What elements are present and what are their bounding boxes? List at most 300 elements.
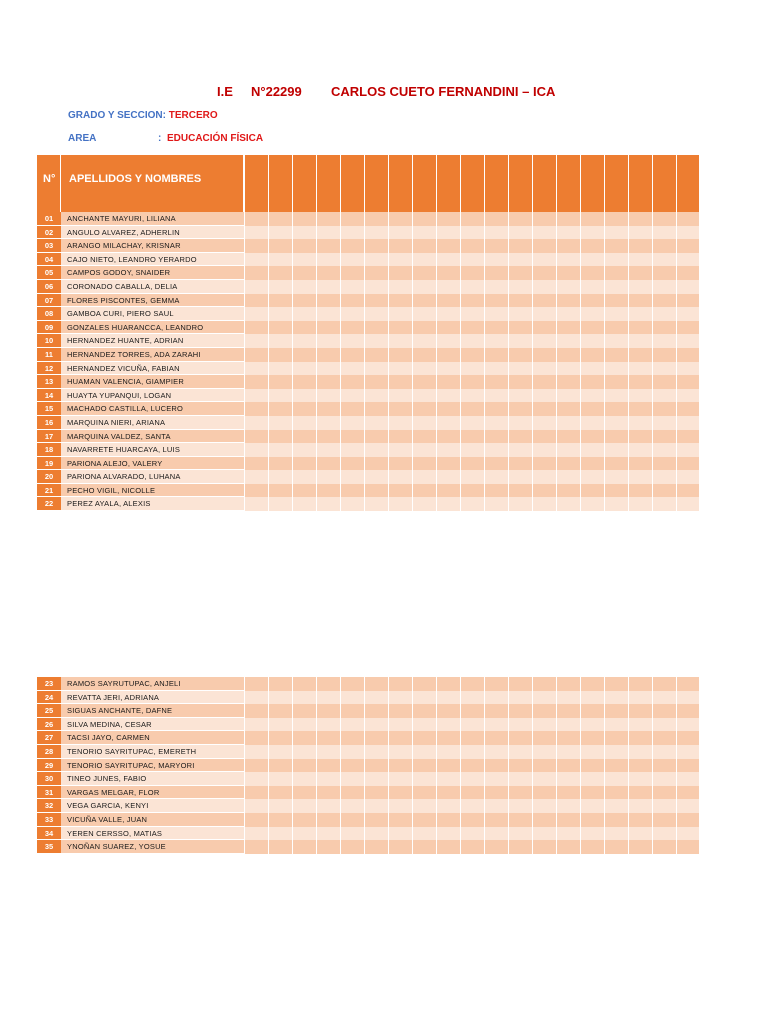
grade-cell[interactable] xyxy=(652,362,676,376)
grade-cell[interactable] xyxy=(268,813,292,827)
grade-cell[interactable] xyxy=(628,212,652,226)
grade-cell[interactable] xyxy=(652,212,676,226)
grade-cell[interactable] xyxy=(364,416,388,430)
grade-cell[interactable] xyxy=(388,402,412,416)
grade-cell[interactable] xyxy=(460,470,484,484)
grade-cell[interactable] xyxy=(364,704,388,718)
grade-cell[interactable] xyxy=(316,416,340,430)
grade-cell[interactable] xyxy=(556,348,580,362)
grade-cell[interactable] xyxy=(412,253,436,267)
grade-cell[interactable] xyxy=(508,226,532,240)
grade-cell[interactable] xyxy=(460,294,484,308)
grade-cell[interactable] xyxy=(508,212,532,226)
grade-cell[interactable] xyxy=(676,389,699,403)
grade-cell[interactable] xyxy=(388,731,412,745)
grade-cell[interactable] xyxy=(556,430,580,444)
grade-cell[interactable] xyxy=(292,334,316,348)
grade-cell[interactable] xyxy=(628,745,652,759)
grade-cell[interactable] xyxy=(316,362,340,376)
grade-cell[interactable] xyxy=(556,239,580,253)
grade-cell[interactable] xyxy=(652,484,676,498)
grade-cell[interactable] xyxy=(628,416,652,430)
grade-cell[interactable] xyxy=(412,691,436,705)
grade-cell[interactable] xyxy=(340,677,364,691)
grade-cell[interactable] xyxy=(268,226,292,240)
grade-cell[interactable] xyxy=(340,280,364,294)
grade-cell[interactable] xyxy=(676,266,699,280)
grade-cell[interactable] xyxy=(628,321,652,335)
grade-cell[interactable] xyxy=(628,226,652,240)
grade-cell[interactable] xyxy=(556,470,580,484)
grade-cell[interactable] xyxy=(292,840,316,854)
grade-cell[interactable] xyxy=(580,484,604,498)
grade-cell[interactable] xyxy=(292,239,316,253)
grade-cell[interactable] xyxy=(652,759,676,773)
grade-cell[interactable] xyxy=(556,731,580,745)
grade-cell[interactable] xyxy=(532,239,556,253)
grade-cell[interactable] xyxy=(436,786,460,800)
grade-cell[interactable] xyxy=(532,443,556,457)
grade-cell[interactable] xyxy=(580,321,604,335)
grade-cell[interactable] xyxy=(340,745,364,759)
grade-cell[interactable] xyxy=(412,226,436,240)
grade-cell[interactable] xyxy=(628,389,652,403)
grade-cell[interactable] xyxy=(292,294,316,308)
grade-cell[interactable] xyxy=(292,416,316,430)
grade-cell[interactable] xyxy=(532,307,556,321)
grade-cell[interactable] xyxy=(676,253,699,267)
grade-cell[interactable] xyxy=(292,212,316,226)
grade-cell[interactable] xyxy=(340,457,364,471)
grade-cell[interactable] xyxy=(628,239,652,253)
grade-cell[interactable] xyxy=(676,813,699,827)
grade-cell[interactable] xyxy=(412,266,436,280)
grade-cell[interactable] xyxy=(628,348,652,362)
grade-cell[interactable] xyxy=(460,827,484,841)
grade-cell[interactable] xyxy=(532,827,556,841)
grade-cell[interactable] xyxy=(388,266,412,280)
grade-cell[interactable] xyxy=(484,348,508,362)
grade-cell[interactable] xyxy=(556,786,580,800)
grade-cell[interactable] xyxy=(580,745,604,759)
grade-cell[interactable] xyxy=(532,348,556,362)
grade-cell[interactable] xyxy=(268,786,292,800)
grade-cell[interactable] xyxy=(652,457,676,471)
grade-cell[interactable] xyxy=(268,362,292,376)
grade-cell[interactable] xyxy=(436,212,460,226)
grade-cell[interactable] xyxy=(412,718,436,732)
grade-cell[interactable] xyxy=(340,484,364,498)
grade-cell[interactable] xyxy=(652,677,676,691)
grade-cell[interactable] xyxy=(388,457,412,471)
grade-cell[interactable] xyxy=(412,362,436,376)
grade-cell[interactable] xyxy=(436,704,460,718)
grade-cell[interactable] xyxy=(412,348,436,362)
grade-cell[interactable] xyxy=(364,786,388,800)
grade-cell[interactable] xyxy=(508,772,532,786)
grade-cell[interactable] xyxy=(628,718,652,732)
grade-cell[interactable] xyxy=(580,389,604,403)
grade-cell[interactable] xyxy=(652,402,676,416)
grade-cell[interactable] xyxy=(340,266,364,280)
grade-cell[interactable] xyxy=(340,212,364,226)
grade-cell[interactable] xyxy=(532,497,556,511)
grade-cell[interactable] xyxy=(628,827,652,841)
grade-cell[interactable] xyxy=(628,430,652,444)
grade-cell[interactable] xyxy=(604,389,628,403)
grade-cell[interactable] xyxy=(604,416,628,430)
grade-cell[interactable] xyxy=(556,484,580,498)
grade-cell[interactable] xyxy=(508,484,532,498)
grade-cell[interactable] xyxy=(532,212,556,226)
grade-cell[interactable] xyxy=(604,745,628,759)
grade-cell[interactable] xyxy=(340,772,364,786)
grade-cell[interactable] xyxy=(412,484,436,498)
grade-cell[interactable] xyxy=(268,759,292,773)
grade-cell[interactable] xyxy=(316,294,340,308)
grade-cell[interactable] xyxy=(604,772,628,786)
grade-cell[interactable] xyxy=(244,484,268,498)
grade-cell[interactable] xyxy=(268,389,292,403)
grade-cell[interactable] xyxy=(604,402,628,416)
grade-cell[interactable] xyxy=(292,772,316,786)
grade-cell[interactable] xyxy=(316,691,340,705)
grade-cell[interactable] xyxy=(628,772,652,786)
grade-cell[interactable] xyxy=(292,484,316,498)
grade-cell[interactable] xyxy=(364,307,388,321)
grade-cell[interactable] xyxy=(628,334,652,348)
grade-cell[interactable] xyxy=(652,827,676,841)
grade-cell[interactable] xyxy=(556,362,580,376)
grade-cell[interactable] xyxy=(580,280,604,294)
grade-cell[interactable] xyxy=(484,334,508,348)
grade-cell[interactable] xyxy=(532,294,556,308)
grade-cell[interactable] xyxy=(388,375,412,389)
grade-cell[interactable] xyxy=(676,443,699,457)
grade-cell[interactable] xyxy=(268,731,292,745)
grade-cell[interactable] xyxy=(652,799,676,813)
grade-cell[interactable] xyxy=(628,443,652,457)
grade-cell[interactable] xyxy=(604,731,628,745)
grade-cell[interactable] xyxy=(532,375,556,389)
grade-cell[interactable] xyxy=(340,497,364,511)
grade-cell[interactable] xyxy=(676,348,699,362)
grade-cell[interactable] xyxy=(268,691,292,705)
grade-cell[interactable] xyxy=(292,457,316,471)
grade-cell[interactable] xyxy=(484,321,508,335)
grade-cell[interactable] xyxy=(316,718,340,732)
grade-cell[interactable] xyxy=(436,389,460,403)
grade-cell[interactable] xyxy=(508,416,532,430)
grade-cell[interactable] xyxy=(532,280,556,294)
grade-cell[interactable] xyxy=(676,280,699,294)
grade-cell[interactable] xyxy=(364,348,388,362)
grade-cell[interactable] xyxy=(484,772,508,786)
grade-cell[interactable] xyxy=(532,334,556,348)
grade-cell[interactable] xyxy=(412,745,436,759)
grade-cell[interactable] xyxy=(436,718,460,732)
grade-cell[interactable] xyxy=(532,430,556,444)
grade-cell[interactable] xyxy=(364,813,388,827)
grade-cell[interactable] xyxy=(628,470,652,484)
grade-cell[interactable] xyxy=(244,470,268,484)
grade-cell[interactable] xyxy=(412,375,436,389)
grade-cell[interactable] xyxy=(316,813,340,827)
grade-cell[interactable] xyxy=(652,786,676,800)
grade-cell[interactable] xyxy=(676,321,699,335)
grade-cell[interactable] xyxy=(580,677,604,691)
grade-cell[interactable] xyxy=(244,691,268,705)
grade-cell[interactable] xyxy=(268,307,292,321)
grade-cell[interactable] xyxy=(484,294,508,308)
grade-cell[interactable] xyxy=(508,402,532,416)
grade-cell[interactable] xyxy=(244,443,268,457)
grade-cell[interactable] xyxy=(340,375,364,389)
grade-cell[interactable] xyxy=(388,362,412,376)
grade-cell[interactable] xyxy=(340,691,364,705)
grade-cell[interactable] xyxy=(460,691,484,705)
grade-cell[interactable] xyxy=(508,294,532,308)
grade-cell[interactable] xyxy=(676,772,699,786)
grade-cell[interactable] xyxy=(292,348,316,362)
grade-cell[interactable] xyxy=(364,389,388,403)
grade-cell[interactable] xyxy=(268,280,292,294)
grade-cell[interactable] xyxy=(628,691,652,705)
grade-cell[interactable] xyxy=(604,294,628,308)
grade-cell[interactable] xyxy=(676,334,699,348)
grade-cell[interactable] xyxy=(340,416,364,430)
grade-cell[interactable] xyxy=(388,840,412,854)
grade-cell[interactable] xyxy=(244,321,268,335)
grade-cell[interactable] xyxy=(412,799,436,813)
grade-cell[interactable] xyxy=(628,704,652,718)
grade-cell[interactable] xyxy=(436,280,460,294)
grade-cell[interactable] xyxy=(388,334,412,348)
grade-cell[interactable] xyxy=(388,745,412,759)
grade-cell[interactable] xyxy=(244,294,268,308)
grade-cell[interactable] xyxy=(412,677,436,691)
grade-cell[interactable] xyxy=(580,212,604,226)
grade-cell[interactable] xyxy=(676,497,699,511)
grade-cell[interactable] xyxy=(604,334,628,348)
grade-cell[interactable] xyxy=(436,307,460,321)
grade-cell[interactable] xyxy=(340,731,364,745)
grade-cell[interactable] xyxy=(652,334,676,348)
grade-cell[interactable] xyxy=(292,813,316,827)
grade-cell[interactable] xyxy=(316,430,340,444)
grade-cell[interactable] xyxy=(508,280,532,294)
grade-cell[interactable] xyxy=(412,827,436,841)
grade-cell[interactable] xyxy=(388,704,412,718)
grade-cell[interactable] xyxy=(460,416,484,430)
grade-cell[interactable] xyxy=(292,226,316,240)
grade-cell[interactable] xyxy=(412,321,436,335)
grade-cell[interactable] xyxy=(412,786,436,800)
grade-cell[interactable] xyxy=(676,402,699,416)
grade-cell[interactable] xyxy=(676,294,699,308)
grade-cell[interactable] xyxy=(484,691,508,705)
grade-cell[interactable] xyxy=(532,266,556,280)
grade-cell[interactable] xyxy=(292,786,316,800)
grade-cell[interactable] xyxy=(460,457,484,471)
grade-cell[interactable] xyxy=(604,484,628,498)
grade-cell[interactable] xyxy=(604,799,628,813)
grade-cell[interactable] xyxy=(604,704,628,718)
grade-cell[interactable] xyxy=(604,786,628,800)
grade-cell[interactable] xyxy=(364,691,388,705)
grade-cell[interactable] xyxy=(364,362,388,376)
grade-cell[interactable] xyxy=(532,799,556,813)
grade-cell[interactable] xyxy=(316,253,340,267)
grade-cell[interactable] xyxy=(316,484,340,498)
grade-cell[interactable] xyxy=(580,813,604,827)
grade-cell[interactable] xyxy=(364,745,388,759)
grade-cell[interactable] xyxy=(436,840,460,854)
grade-cell[interactable] xyxy=(652,704,676,718)
grade-cell[interactable] xyxy=(316,786,340,800)
grade-cell[interactable] xyxy=(676,416,699,430)
grade-cell[interactable] xyxy=(364,457,388,471)
grade-cell[interactable] xyxy=(652,294,676,308)
grade-cell[interactable] xyxy=(532,389,556,403)
grade-cell[interactable] xyxy=(292,691,316,705)
grade-cell[interactable] xyxy=(508,321,532,335)
grade-cell[interactable] xyxy=(244,745,268,759)
grade-cell[interactable] xyxy=(484,280,508,294)
grade-cell[interactable] xyxy=(388,497,412,511)
grade-cell[interactable] xyxy=(412,731,436,745)
grade-cell[interactable] xyxy=(676,731,699,745)
grade-cell[interactable] xyxy=(412,704,436,718)
grade-cell[interactable] xyxy=(604,443,628,457)
grade-cell[interactable] xyxy=(556,212,580,226)
grade-cell[interactable] xyxy=(628,307,652,321)
grade-cell[interactable] xyxy=(652,416,676,430)
grade-cell[interactable] xyxy=(436,497,460,511)
grade-cell[interactable] xyxy=(268,484,292,498)
grade-cell[interactable] xyxy=(604,307,628,321)
grade-cell[interactable] xyxy=(316,334,340,348)
grade-cell[interactable] xyxy=(292,677,316,691)
grade-cell[interactable] xyxy=(460,389,484,403)
grade-cell[interactable] xyxy=(604,253,628,267)
grade-cell[interactable] xyxy=(628,484,652,498)
grade-cell[interactable] xyxy=(580,362,604,376)
grade-cell[interactable] xyxy=(316,212,340,226)
grade-cell[interactable] xyxy=(580,759,604,773)
grade-cell[interactable] xyxy=(460,772,484,786)
grade-cell[interactable] xyxy=(580,294,604,308)
grade-cell[interactable] xyxy=(580,334,604,348)
grade-cell[interactable] xyxy=(460,718,484,732)
grade-cell[interactable] xyxy=(460,307,484,321)
grade-cell[interactable] xyxy=(580,497,604,511)
grade-cell[interactable] xyxy=(292,731,316,745)
grade-cell[interactable] xyxy=(628,266,652,280)
grade-cell[interactable] xyxy=(268,443,292,457)
grade-cell[interactable] xyxy=(676,470,699,484)
grade-cell[interactable] xyxy=(460,484,484,498)
grade-cell[interactable] xyxy=(244,731,268,745)
grade-cell[interactable] xyxy=(508,677,532,691)
grade-cell[interactable] xyxy=(484,253,508,267)
grade-cell[interactable] xyxy=(244,416,268,430)
grade-cell[interactable] xyxy=(580,266,604,280)
grade-cell[interactable] xyxy=(268,457,292,471)
grade-cell[interactable] xyxy=(340,430,364,444)
grade-cell[interactable] xyxy=(364,497,388,511)
grade-cell[interactable] xyxy=(316,759,340,773)
grade-cell[interactable] xyxy=(436,827,460,841)
grade-cell[interactable] xyxy=(604,827,628,841)
grade-cell[interactable] xyxy=(460,799,484,813)
grade-cell[interactable] xyxy=(244,266,268,280)
grade-cell[interactable] xyxy=(484,759,508,773)
grade-cell[interactable] xyxy=(436,731,460,745)
grade-cell[interactable] xyxy=(364,840,388,854)
grade-cell[interactable] xyxy=(460,334,484,348)
grade-cell[interactable] xyxy=(244,497,268,511)
grade-cell[interactable] xyxy=(604,239,628,253)
grade-cell[interactable] xyxy=(316,280,340,294)
grade-cell[interactable] xyxy=(340,704,364,718)
grade-cell[interactable] xyxy=(316,226,340,240)
grade-cell[interactable] xyxy=(460,704,484,718)
grade-cell[interactable] xyxy=(484,375,508,389)
grade-cell[interactable] xyxy=(436,799,460,813)
grade-cell[interactable] xyxy=(652,321,676,335)
grade-cell[interactable] xyxy=(556,266,580,280)
grade-cell[interactable] xyxy=(412,430,436,444)
grade-cell[interactable] xyxy=(460,402,484,416)
grade-cell[interactable] xyxy=(244,362,268,376)
grade-cell[interactable] xyxy=(556,389,580,403)
grade-cell[interactable] xyxy=(436,484,460,498)
grade-cell[interactable] xyxy=(532,786,556,800)
grade-cell[interactable] xyxy=(364,759,388,773)
grade-cell[interactable] xyxy=(292,402,316,416)
grade-cell[interactable] xyxy=(436,226,460,240)
grade-cell[interactable] xyxy=(268,321,292,335)
grade-cell[interactable] xyxy=(460,266,484,280)
grade-cell[interactable] xyxy=(556,827,580,841)
grade-cell[interactable] xyxy=(436,416,460,430)
grade-cell[interactable] xyxy=(652,430,676,444)
grade-cell[interactable] xyxy=(268,416,292,430)
grade-cell[interactable] xyxy=(244,677,268,691)
grade-cell[interactable] xyxy=(532,813,556,827)
grade-cell[interactable] xyxy=(388,677,412,691)
grade-cell[interactable] xyxy=(484,362,508,376)
grade-cell[interactable] xyxy=(676,226,699,240)
grade-cell[interactable] xyxy=(316,443,340,457)
grade-cell[interactable] xyxy=(556,375,580,389)
grade-cell[interactable] xyxy=(412,280,436,294)
grade-cell[interactable] xyxy=(556,691,580,705)
grade-cell[interactable] xyxy=(340,253,364,267)
grade-cell[interactable] xyxy=(580,470,604,484)
grade-cell[interactable] xyxy=(604,362,628,376)
grade-cell[interactable] xyxy=(676,362,699,376)
grade-cell[interactable] xyxy=(244,307,268,321)
grade-cell[interactable] xyxy=(268,745,292,759)
grade-cell[interactable] xyxy=(508,745,532,759)
grade-cell[interactable] xyxy=(388,239,412,253)
grade-cell[interactable] xyxy=(412,497,436,511)
grade-cell[interactable] xyxy=(484,416,508,430)
grade-cell[interactable] xyxy=(436,457,460,471)
grade-cell[interactable] xyxy=(652,375,676,389)
